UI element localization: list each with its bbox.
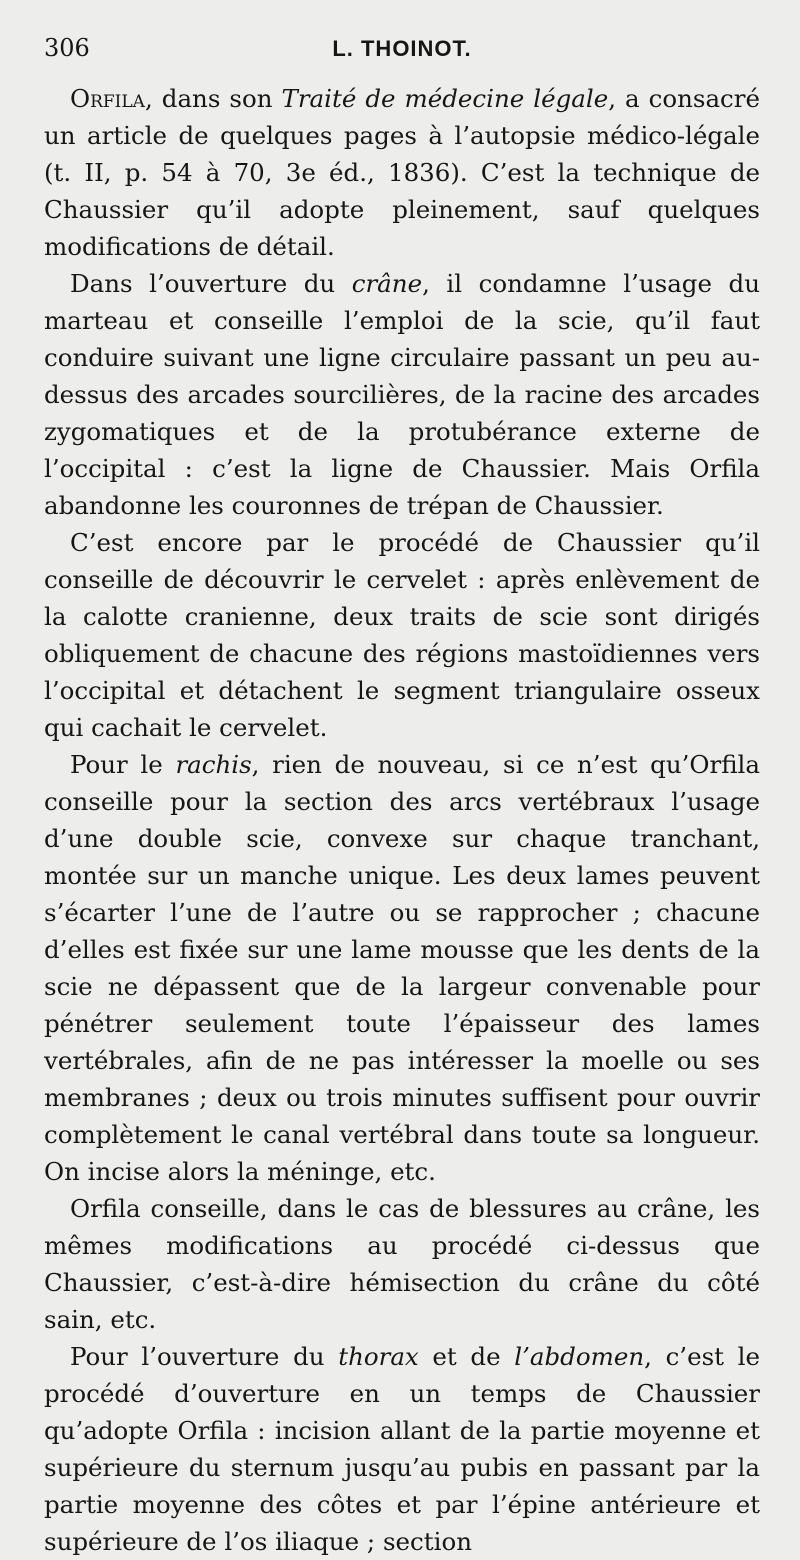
text-run: Pour l’ouverture du [70, 1342, 339, 1371]
text-run: , dans son [144, 84, 282, 113]
para-cervelet [44, 524, 760, 746]
page-header [44, 30, 760, 70]
author-name: Orfila [70, 84, 145, 113]
para-orfila-traite [44, 80, 760, 265]
text-run: Pour le [70, 750, 176, 779]
body-text [44, 80, 760, 1560]
para-blessures [44, 1190, 760, 1338]
italic-term: thorax [338, 1342, 419, 1371]
running-head: L. THOINOT. [332, 36, 472, 61]
text-run: Orfila conseille, dans le cas de blessures au crâne, les mêmes modifications au procédé ci-dessus que Chaussier, c’est-à-dire hémisection du crâne du côté sain, etc. [44, 1194, 760, 1334]
italic-term: Traité de médecine légale [281, 84, 609, 113]
italic-term: crâne [351, 269, 423, 298]
italic-term: rachis [175, 750, 252, 779]
italic-term: l’abdomen [514, 1342, 645, 1371]
page-number: 306 [44, 34, 90, 62]
text-run: , c’est le procédé d’ouverture en un temps de Chaussier qu’adopte Orfila : incision allant de la partie moyenne et supérieure du sternum jusqu’au pubis en passant par la partie moyenne des côtes et par l’épine antérieure et supérieure de l’os iliaque ; section [44, 1342, 760, 1556]
text-run: C’est encore par le procédé de Chaussier qu’il conseille de découvrir le cervelet : après enlèvement de la calotte cranienne, deux traits de scie sont dirigés obliquement de chacune des régions mastoïdiennes vers l’occipital et détachent le segment triangulaire osseux qui cachait le cervelet. [44, 528, 760, 742]
text-run: , rien de nouveau, si ce n’est qu’Orfila conseille pour la section des arcs vertébraux l’usage d’une double scie, convexe sur chaque tranchant, montée sur un manche unique. Les deux lames peuvent s’écarter l’une de l’autre ou se rapprocher ; chacune d’elles est fixée sur une lame mousse que les dents de la scie ne dépassent que de la largeur convenable pour pénétrer seulement toute l’épaisseur des lames vertébrales, afin de ne pas intéresser la moelle ou ses membranes ; deux ou trois minutes suffisent pour ouvrir complètement le canal vertébral dans toute sa longueur. On incise alors la méninge, etc. [44, 750, 760, 1186]
text-run: , il condamne l’usage du marteau et conseille l’emploi de la scie, qu’il faut conduire suivant une ligne circulaire passant un peu au-dessus des arcades sourcilières, de la racine des arcades zygomatiques et de la protubérance externe de l’occipital : c’est la ligne de Chaussier. Mais Orfila abandonne les couronnes de trépan de Chaussier. [44, 269, 761, 520]
para-thorax [44, 1338, 760, 1560]
para-rachis [44, 746, 760, 1190]
text-run: , a consacré un article de quelques pages à l’autopsie médico-légale (t. II, p. 54 à 70, 3e éd., 1836). C’est la technique de Chaussier qu’il adopte pleinement, sauf quelques modifications de détail. [44, 84, 760, 261]
para-crane [44, 265, 760, 524]
text-run: et de [418, 1342, 515, 1371]
text-run: Dans l’ouverture du [70, 269, 352, 298]
